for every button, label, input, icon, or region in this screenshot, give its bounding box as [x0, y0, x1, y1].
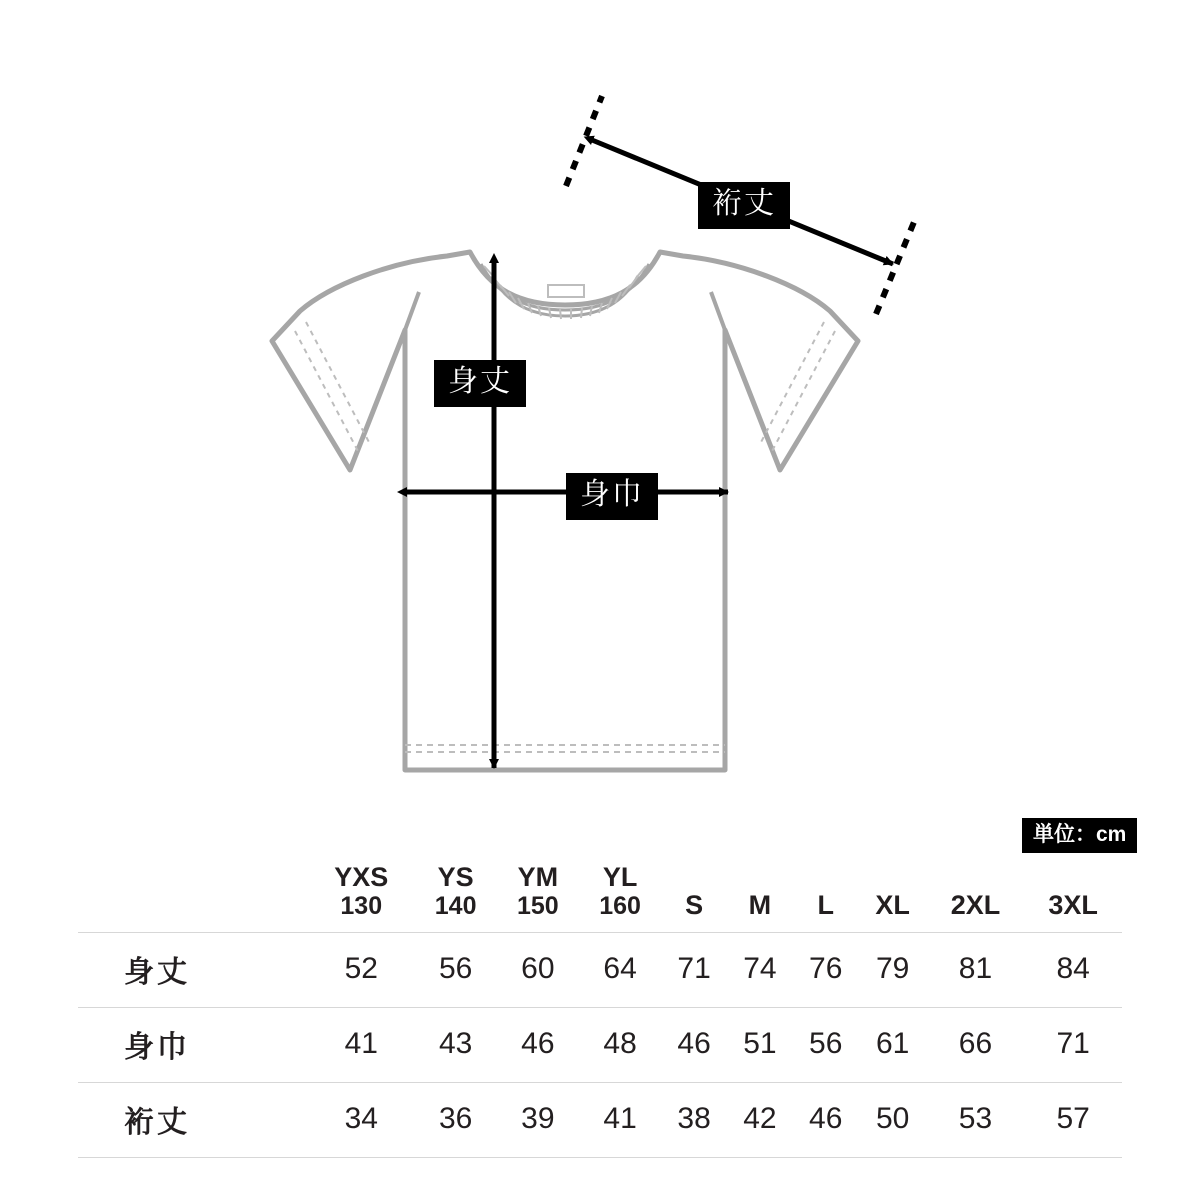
- label-body-length: 身丈: [434, 360, 526, 407]
- table-cell: 46: [809, 1102, 843, 1136]
- table-cell: 61: [875, 1027, 910, 1061]
- table-cell: 71: [1056, 1027, 1090, 1061]
- column-header: [727, 862, 793, 933]
- header-corner-cell: [78, 862, 308, 933]
- table-cell: 34: [344, 1102, 378, 1136]
- table-cell: 81: [958, 952, 993, 986]
- table-cell: 43: [438, 1027, 473, 1061]
- column-header: [579, 862, 661, 933]
- table-cell: 48: [603, 1027, 637, 1061]
- table-cell: 56: [438, 952, 473, 986]
- table-header-row: [78, 862, 1122, 933]
- column-header-sub: 150: [517, 892, 559, 921]
- table-cell: 60: [521, 952, 555, 986]
- row-label: 身丈: [124, 956, 190, 990]
- column-header: [793, 862, 859, 933]
- column-header-main: M: [748, 890, 772, 920]
- column-header-sub: 130: [340, 892, 383, 921]
- column-header-main: YM: [517, 862, 559, 892]
- column-header-sub: 160: [599, 892, 641, 921]
- column-header-main: YXS: [334, 862, 389, 892]
- column-header-main: L: [817, 890, 834, 920]
- table-cell: 41: [344, 1027, 378, 1061]
- column-header-sub: 140: [434, 892, 477, 921]
- size-chart-table: [78, 862, 1122, 1158]
- column-header: [661, 862, 727, 933]
- column-header-main: XL: [875, 890, 910, 920]
- table-cell: 46: [521, 1027, 555, 1061]
- table-cell: 76: [809, 952, 843, 986]
- row-label: 裄丈: [124, 1106, 190, 1140]
- column-header: [415, 862, 497, 933]
- table-cell: 74: [743, 952, 777, 986]
- table-row: [78, 1008, 1122, 1083]
- column-header-main: YL: [602, 862, 638, 892]
- column-header-main: YS: [437, 862, 474, 892]
- column-header: [859, 862, 927, 933]
- column-header-main: 3XL: [1048, 890, 1098, 920]
- unit-note: 単位：cm: [1022, 818, 1137, 853]
- column-header: [927, 862, 1025, 933]
- table-cell: 56: [809, 1027, 843, 1061]
- table-row: [78, 933, 1122, 1008]
- table-cell: 64: [603, 952, 637, 986]
- size-chart-header: [78, 862, 1122, 933]
- table-cell: 42: [743, 1102, 777, 1136]
- table-row: [78, 1083, 1122, 1158]
- table-cell: 53: [958, 1102, 993, 1136]
- size-chart-body: [78, 933, 1122, 1158]
- column-header-main: 2XL: [950, 890, 1001, 920]
- table-cell: 51: [743, 1027, 777, 1061]
- column-header: [1024, 862, 1122, 933]
- row-label: 身巾: [124, 1031, 190, 1065]
- table-cell: 52: [344, 952, 378, 986]
- table-cell: 50: [875, 1102, 910, 1136]
- column-header-main: S: [685, 890, 704, 920]
- table-cell: 36: [438, 1102, 473, 1136]
- label-body-width: 身巾: [566, 473, 658, 520]
- table-cell: 84: [1056, 952, 1090, 986]
- table-cell: 79: [875, 952, 910, 986]
- tshirt-body-outline: [272, 252, 858, 770]
- table-cell: 71: [677, 952, 711, 986]
- table-cell: 57: [1056, 1102, 1090, 1136]
- column-header: [497, 862, 579, 933]
- table-cell: 38: [677, 1102, 711, 1136]
- table-cell: 66: [958, 1027, 993, 1061]
- table-cell: 39: [521, 1102, 555, 1136]
- column-header: [308, 862, 415, 933]
- table-cell: 46: [677, 1027, 711, 1061]
- table-cell: 41: [603, 1102, 637, 1136]
- label-sleeve-length: 裄丈: [698, 182, 790, 229]
